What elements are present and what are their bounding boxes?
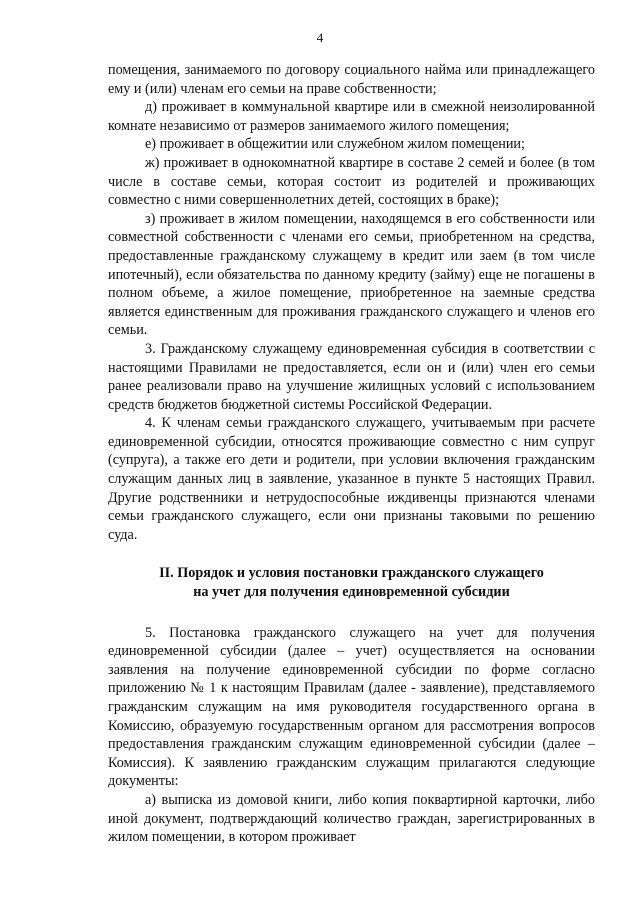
paragraph: 4. К членам семьи гражданского служащего, учитываемым при расчете единовременной субсидии, относятся проживающие совместно с ним супруг (супруга), а также его дети и родители, при условии включения гражданским служащим данных лиц в заявление, указанное в пункте 5 настоящих Правил. Другие родственники и нетрудоспособные иждивенцы признаются членами семьи гражданского служащего, если они признаны таковыми по решению суда.: [108, 415, 595, 543]
document-body: [108, 61, 595, 847]
paragraph: д) проживает в коммунальной квартире или в смежной неизолированной комнате независимо от размеров занимаемого жилого помещения;: [108, 99, 595, 134]
paragraph: 5. Постановка гражданского служащего на учет для получения единовременной субсидии (далее – учет) осуществляется на основании заявления на получение единовременной субсидии по форме согласно приложению № 1 к настоящим Правилам (далее - заявление), представляемого гражданским служащим на имя руководителя государственного органа в Комиссию, образуемую государственным органом для рассмотрения вопросов предоставления гражданским служащим единовременной субсидии (далее – Комиссия). К заявлению гражданским служащим прилагаются следующие документы:: [108, 624, 595, 790]
section-heading: [108, 564, 595, 601]
section-heading-line: на учет для получения единовременной субсидии: [193, 584, 510, 601]
paragraph: ж) проживает в однокомнатной квартире в составе 2 семей и более (в том числе в составе семьи, которая состоит из родителей и проживающих совместно с ними совершеннолетних детей, состоящих в браке);: [108, 154, 595, 209]
section-heading-line: II. Порядок и условия постановки гражданского служащего: [159, 565, 544, 582]
page-number: 4: [316, 30, 324, 45]
paragraph: е) проживает в общежитии или служебном жилом помещении;: [145, 136, 525, 153]
paragraph: 3. Гражданскому служащему единовременная субсидия в соответствии с настоящими Правилами не предоставляется, если он и (или) член его семьи ранее реализовали право на улучшение жилищных условий с использованием средств бюджетов бюджетной системы Российской Федерации.: [108, 340, 595, 413]
paragraph: а) выписка из домовой книги, либо копия поквартирной карточки, либо иной документ, подтверждающий количество граждан, зарегистрированных в жилом помещении, в котором проживает: [108, 791, 595, 846]
paragraph: помещения, занимаемого по договору социального найма или принадлежащего ему и (или) членам его семьи на праве собственности;: [108, 62, 595, 97]
paragraph: з) проживает в жилом помещении, находящемся в его собственности или совместной собственности с членами его семьи, приобретенном на средства, предоставленные гражданскому служащему в кредит или заем (в том числе ипотечный), если обязательства по данному кредиту (займу) еще не погашены в полном объеме, а жилое помещение, приобретенное на заемные средства является единственным для проживания гражданского служащего и членов его семьи.: [108, 210, 595, 339]
